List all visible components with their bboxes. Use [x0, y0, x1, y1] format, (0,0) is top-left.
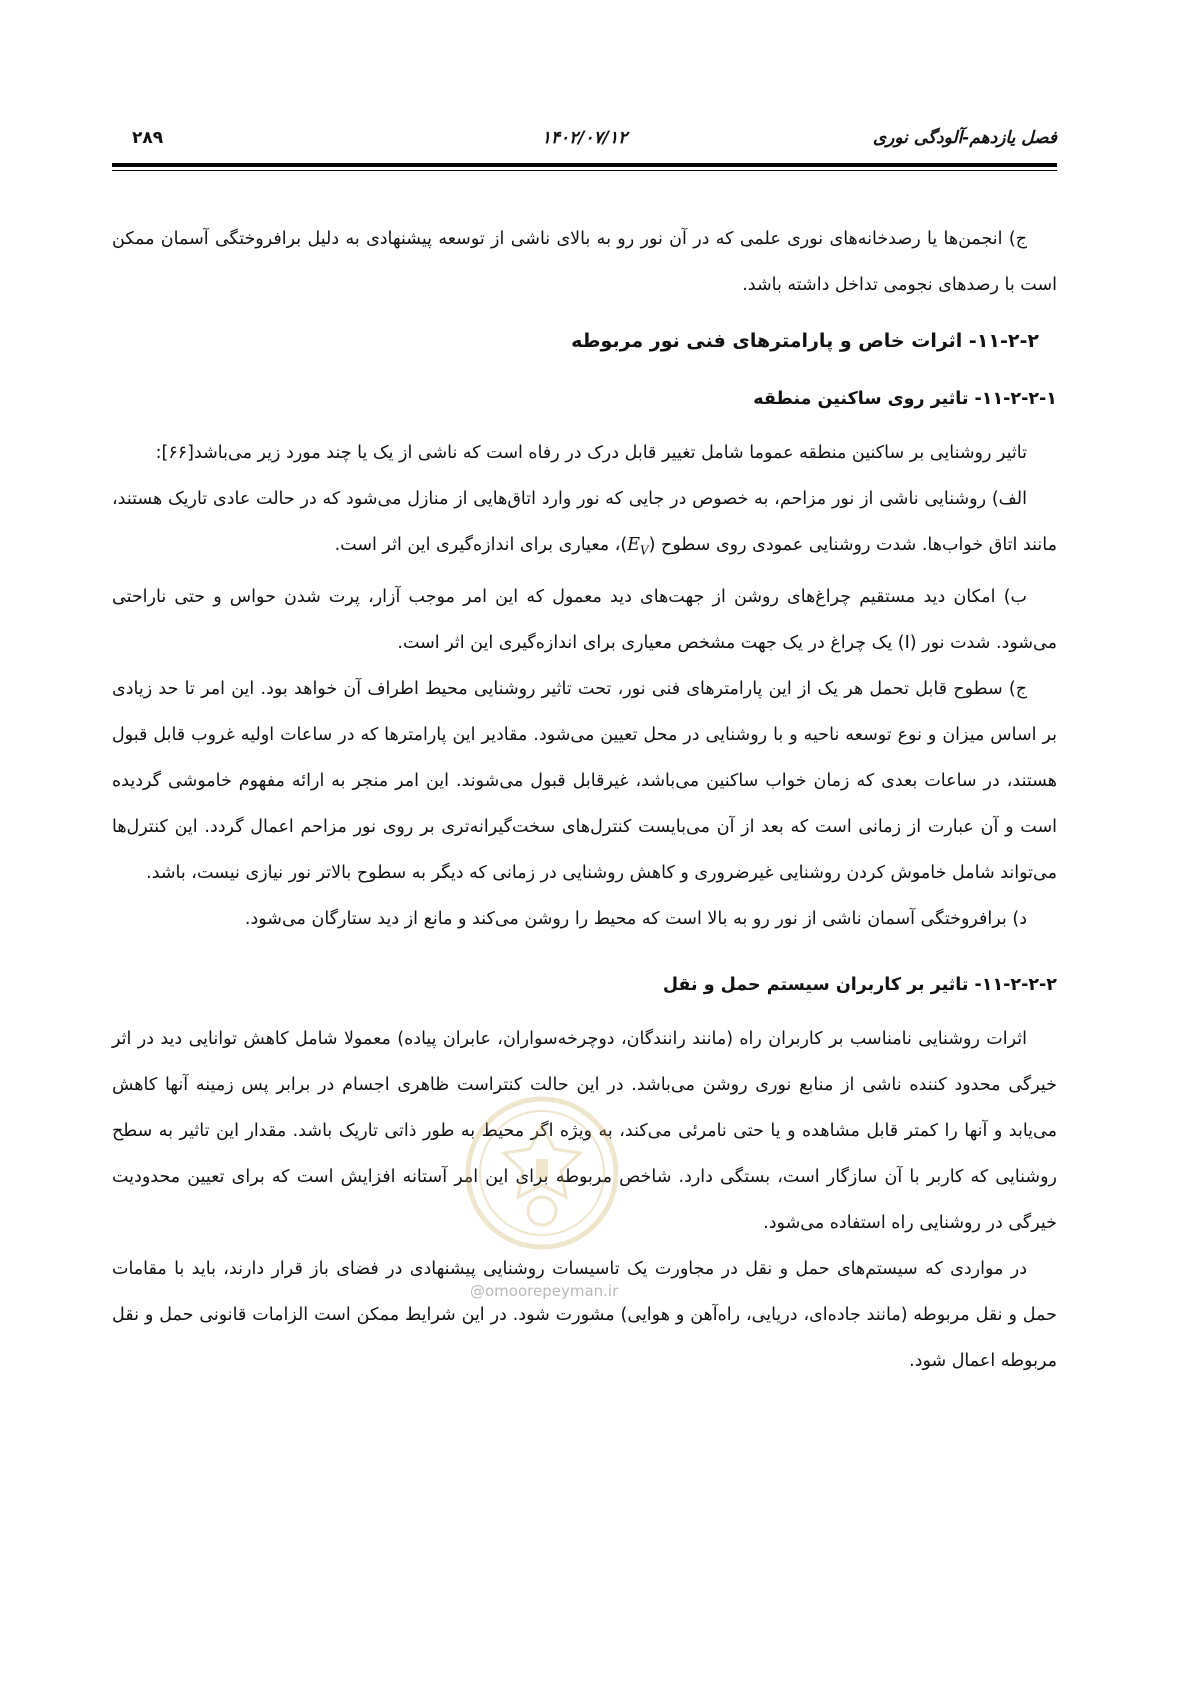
paragraph-residents: تاثیر روشنایی بر ساکنین منطقه عموما شامل تغییر قابل درک در رفاه است که ناشی از یک یا چند مورد زیر می‌باشد[۶۶]:	[155, 443, 1027, 463]
paragraph-item-be: ب) امکان دید مستقیم چراغ‌های روشن از جهت‌های دید معمول که این امر موجب آزار، پرت شدن حواس و حتی ناراحتی می‌شود. شدت نور (I) یک چراغ در یک جهت مشخص معیاری برای اندازه‌گیری این اثر است.	[112, 586, 1057, 653]
paragraph-item-alef-text-a: الف) روشنایی ناشی از نور مزاحم، به خصوص در جایی که نور وارد اتاق‌هایی از منازل می‌شود که در حالت عادی تاریک هستند، مانند اتاق خواب‌ها. شدت روشنایی عمودی روی سطوح (	[112, 489, 1057, 555]
page-body	[112, 216, 1057, 1384]
math-ev-subscript: V	[639, 543, 649, 558]
header-rule-thin	[112, 170, 1057, 171]
header-date: ۱۴۰۲/۰۷/۱۲	[541, 128, 628, 148]
paragraph-item-alef-text-b: )، معیاری برای اندازه‌گیری این اثر است.	[334, 535, 628, 555]
subsection-heading-residents: ۱۱-۲-۲-۱- تاثیر روی ساکنین منطقه	[753, 389, 1057, 409]
header-rule-thick	[112, 163, 1057, 167]
chapter-title: فصل یازدهم-آلودگی نوری	[872, 128, 1057, 148]
page-number: ۲۸۹	[132, 128, 164, 148]
section-heading: ۱۱-۲-۲- اثرات خاص و پارامترهای فنی نور مربوطه	[571, 330, 1039, 352]
paragraph-item-alef	[112, 476, 1057, 574]
paragraph-transport-2: در مواردی که سیستم‌های حمل و نقل در مجاورت یک تاسیسات روشنایی پیشنهادی در فضای باز قرار دارند، باید با مقامات حمل و نقل مربوطه (مانند جاده‌ای، دریایی، راه‌آهن و هوایی) مشورت شود. در این شرایط ممکن است الزامات قانونی حمل و نقل مربوطه اعمال شود.	[112, 1258, 1057, 1371]
subsection-heading-transport: ۱۱-۲-۲-۲- تاثیر بر کاربران سیستم حمل و نقل	[662, 974, 1057, 995]
paragraph-item-dal: د) برافروختگی آسمان ناشی از نور رو به بالا است که محیط را روشن می‌کند و مانع از دید ستارگان می‌شود.	[244, 908, 1027, 929]
page-header	[112, 128, 1057, 158]
math-ev	[627, 535, 649, 558]
paragraph-observatories: ج) انجمن‌ها یا رصدخانه‌های نوری علمی که در آن نور رو به بالای ناشی از توسعه پیشنهادی به دلیل برافروختگی آسمان ممکن است با رصدهای نجومی تداخل داشته باشد.	[112, 229, 1057, 295]
watermark-text: @omoorepeyman.ir	[470, 1282, 619, 1300]
paragraph-item-jim: ج) سطوح قابل تحمل هر یک از این پارامترهای فنی نور، تحت تاثیر روشنایی محیط اطراف آن خواهد بود. این امر تا حد زیادی بر اساس میزان و نوع توسعه ناحیه و با روشنایی در محل تعیین می‌شود. مقادیر این پارامترها که در ساعات اولیه غروب قابل قبول هستند، در ساعات بعدی که زمان خواب ساکنین می‌باشد، غیرقابل قبول می‌شوند. این امر منجر به ارائه مفهوم خاموشی گردیده است و آن عبارت از زمانی است که بعد از آن می‌بایست کنترل‌های سخت‌گیرانه‌تری بر روی نور مزاحم اعمال گردد. این کنترل‌ها می‌تواند شامل خاموش کردن روشنایی غیرضروری و کاهش روشنایی در زمانی که دیگر به سطوح بالاتر نور نیازی نیست، باشد.	[112, 678, 1057, 883]
spacer	[112, 942, 1057, 954]
math-ev-symbol: E	[627, 535, 640, 555]
paragraph-transport-1: اثرات روشنایی نامناسب بر کاربران راه (مانند رانندگان، دوچرخه‌سواران، عابران پیاده) معمولا شامل کاهش توانایی دید در اثر خیرگی محدود کننده ناشی از منابع نوری روشن می‌باشد. در این حالت کنتراست ظاهری اجسام در برابر پس زمینه آنها کاهش می‌یابد و آنها را کمتر قابل مشاهده و یا حتی نامرئی می‌کند، به ویژه اگر محیط به طور ذاتی تاریک باشد. مقدار این تاثیر به سطح روشنایی که کاربر با آن سازگار است، بستگی دارد. شاخص مربوطه برای این امر آستانه افزایش است که برای تعیین محدودیت خیرگی در روشنایی راه استفاده می‌شود.	[112, 1028, 1057, 1233]
